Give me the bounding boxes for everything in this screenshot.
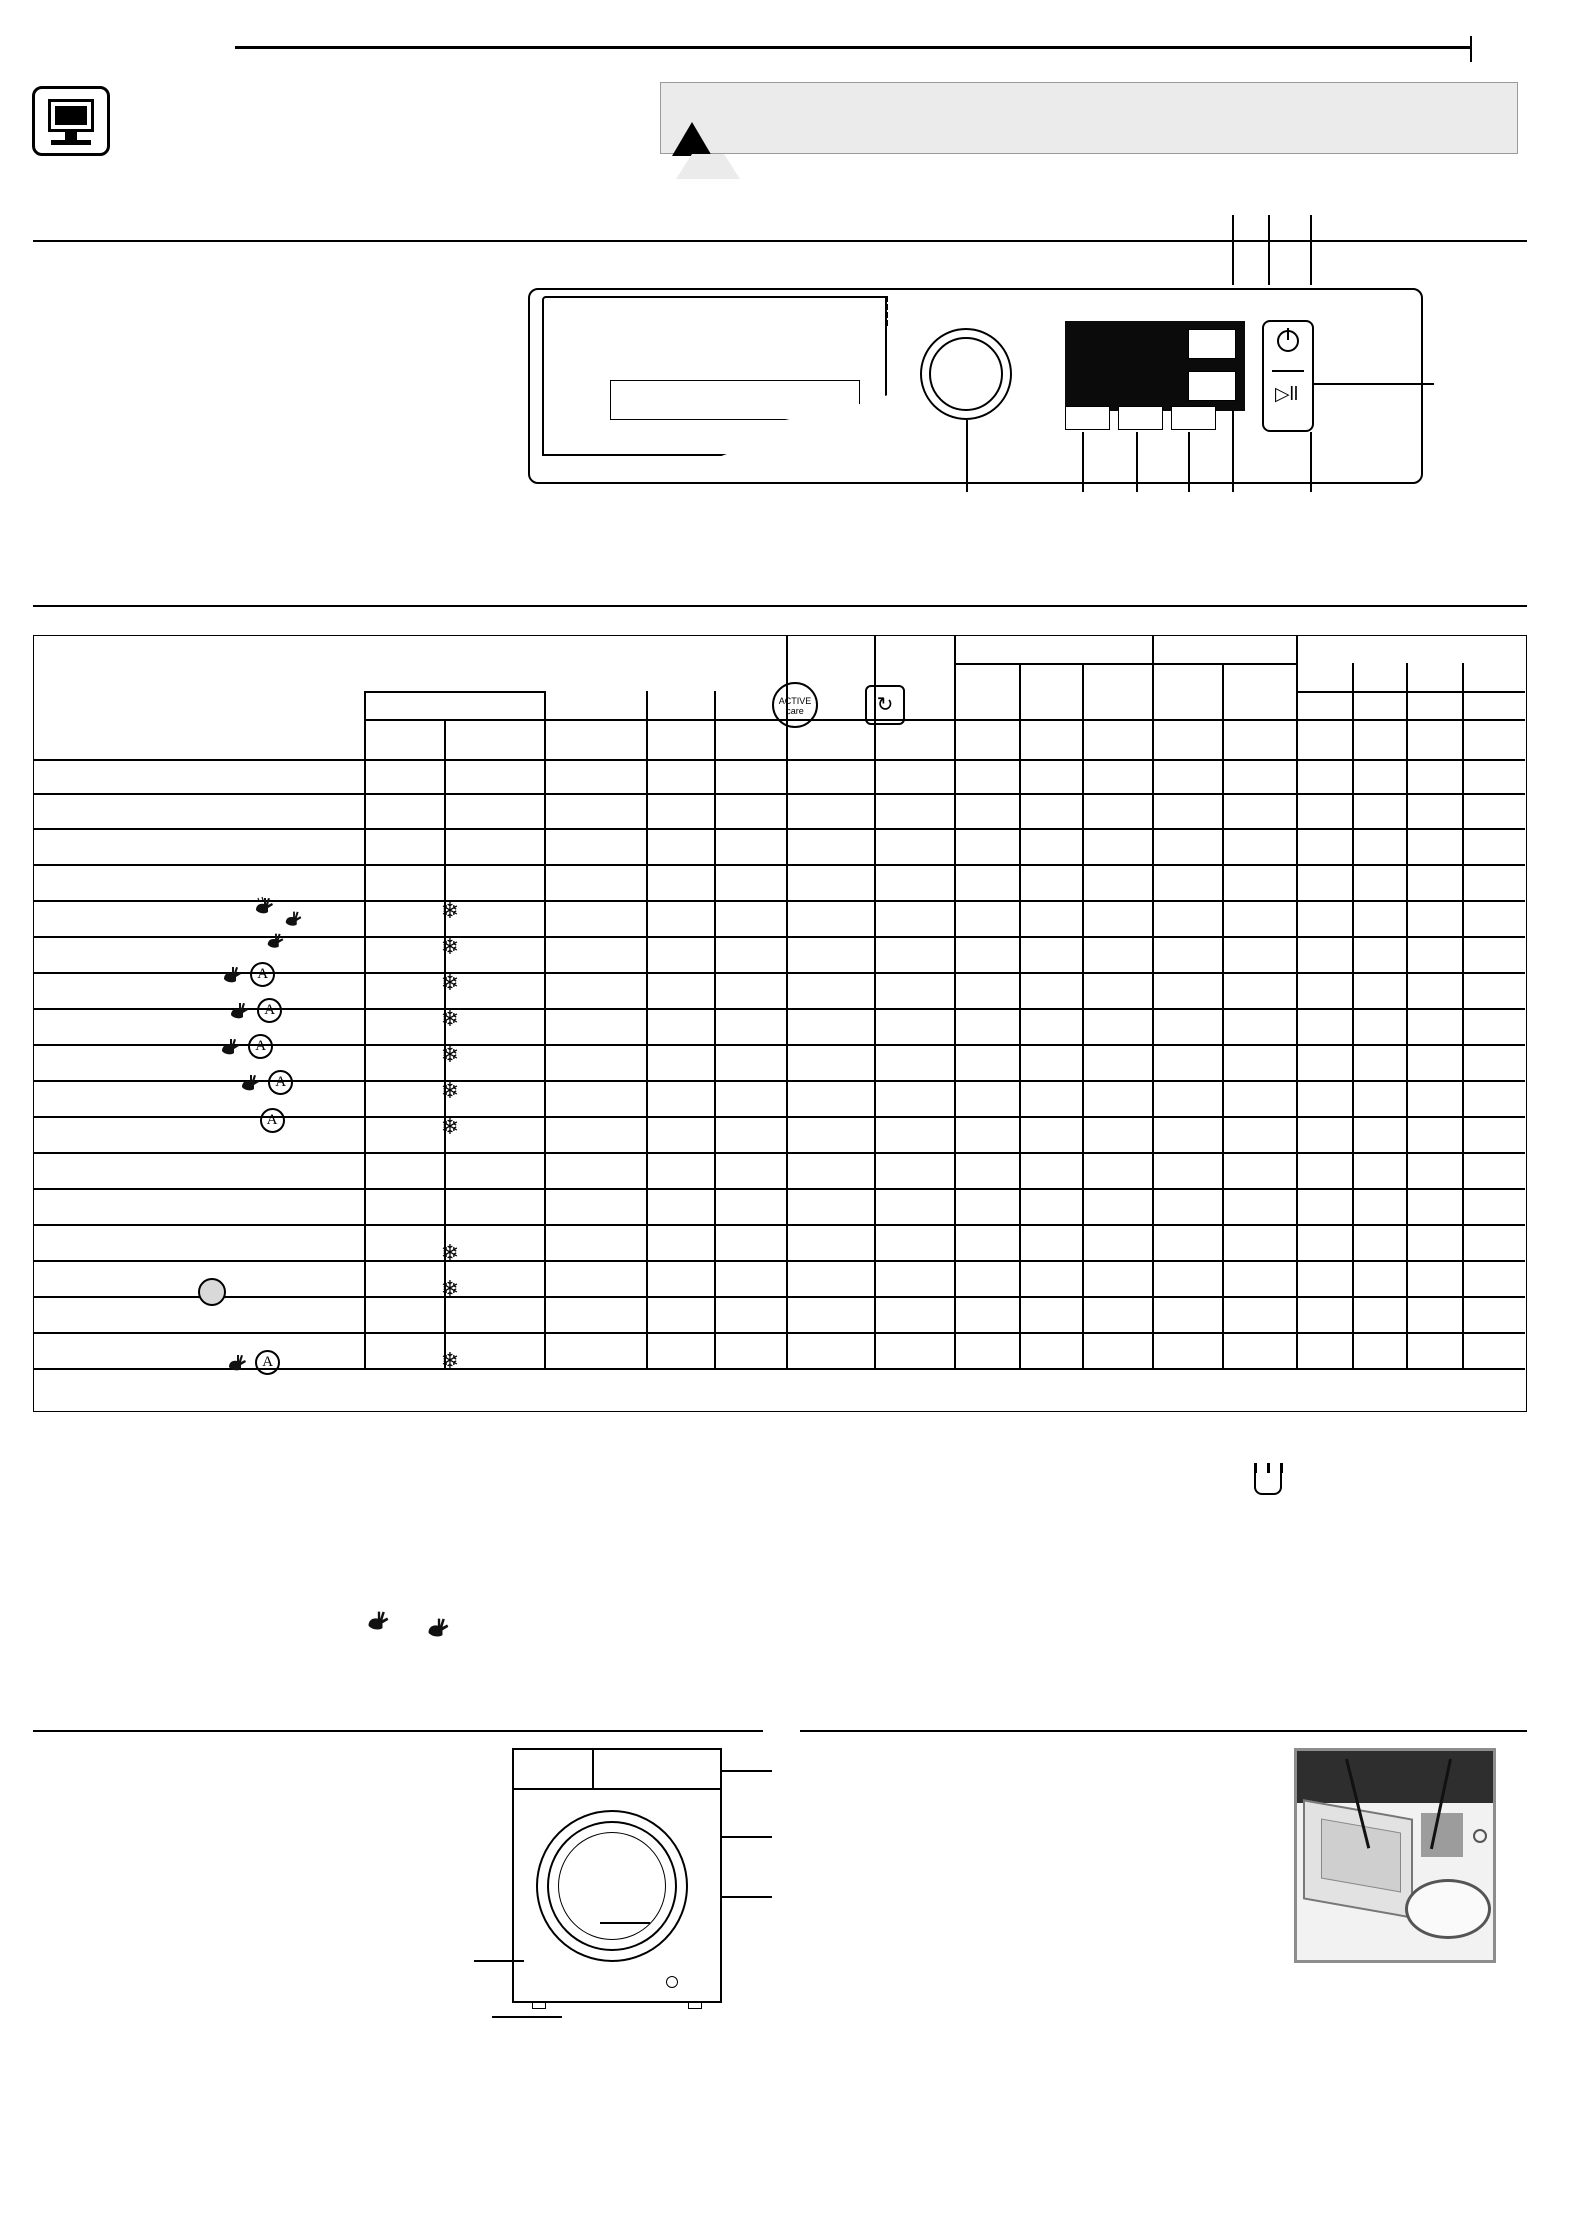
cold-wash-icon: ❄: [440, 1006, 460, 1031]
table-line-v8: [954, 636, 956, 1368]
refresh-cycle-icon: ↻: [865, 685, 905, 725]
option-button-2[interactable]: [1188, 371, 1236, 401]
row-symbol-group-6: [196, 1070, 336, 1095]
table-line-header-b: [1296, 691, 1525, 693]
a-circle-icon: A: [250, 962, 275, 987]
monitor-icon: [32, 86, 110, 156]
table-line-v16: [1462, 663, 1464, 1368]
callout-line-right: [1314, 383, 1434, 385]
monitor-screen: [48, 99, 94, 132]
power-group-divider: [1272, 370, 1304, 372]
footer-symbol-group: [365, 1600, 495, 1660]
table-line-v12: [1222, 663, 1224, 1368]
a-circle-icon: A: [260, 1108, 285, 1133]
row-symbol-group-7: [222, 1108, 322, 1133]
machine-callout-1: [722, 1770, 772, 1772]
row-symbol-group-3: [178, 962, 318, 987]
callout-line-4: [966, 420, 968, 492]
monitor-stand: [65, 132, 77, 140]
cold-wash-icon: ❄: [440, 1276, 460, 1301]
row-symbol-group-14: [178, 1350, 328, 1375]
control-panel-figure: [520, 280, 1420, 495]
table-line-header-c: [954, 759, 1296, 761]
table-line-h1: [34, 759, 1525, 761]
cold-wash-icon: ❄: [440, 970, 460, 995]
callout-line-6: [1136, 432, 1138, 492]
table-line-v1: [364, 691, 366, 1368]
power-button[interactable]: [1277, 330, 1299, 352]
photo-drum: [1405, 1879, 1491, 1939]
callout-line-8: [1232, 410, 1234, 492]
table-line-h13: [34, 1188, 1525, 1190]
photo-drawer: [1303, 1799, 1413, 1918]
table-line-h14: [34, 1224, 1525, 1226]
bottom-rule-left: [33, 1730, 763, 1732]
hand-wash-icon: [265, 930, 289, 954]
cold-wash-icon: ❄: [440, 1042, 460, 1067]
cold-wash-icon: ❄: [440, 934, 460, 959]
monitor-base: [51, 140, 91, 145]
program-selector-knob-inner: [929, 337, 1003, 411]
a-circle-icon: A: [255, 1350, 280, 1375]
table-line-v5: [714, 691, 716, 1368]
start-pause-button[interactable]: ▷ll: [1275, 384, 1299, 405]
active-care-line1: ACTIVE: [778, 696, 812, 706]
top-rule-tick: [1470, 36, 1472, 62]
callout-line-7: [1188, 432, 1190, 492]
machine-filter-access: [666, 1976, 678, 1988]
hand-wash-icon: [228, 999, 252, 1023]
photo-drawer-inner: [1321, 1818, 1401, 1892]
warning-exclamation: !: [689, 139, 694, 155]
section-rule-top: [33, 240, 1527, 242]
row-symbol-group-4: [185, 998, 325, 1023]
callout-line-3: [1310, 215, 1312, 285]
machine-foot-left: [532, 2001, 546, 2009]
active-care-icon: [772, 682, 818, 728]
table-line-h2: [34, 793, 1525, 795]
table-line-v4: [646, 691, 648, 1368]
cold-wash-icon: ❄: [440, 898, 460, 923]
section-rule-mid: [33, 605, 1527, 607]
row-symbol-group-5: [176, 1034, 316, 1059]
photo-handle: [1473, 1829, 1487, 1843]
hand-wash-icon: [365, 1607, 393, 1635]
hand-wash-icon: [283, 908, 307, 932]
hand-wash-icon: [226, 1351, 250, 1375]
table-line-h15: [34, 1260, 1525, 1262]
a-circle-icon: A: [268, 1070, 293, 1095]
table-line-h17: [34, 1332, 1525, 1334]
option-button-1[interactable]: [1188, 329, 1236, 359]
active-care-line2: care: [786, 706, 804, 716]
callout-line-9: [1310, 432, 1312, 492]
detergent-measuring-cup-icon: [1250, 1463, 1286, 1497]
table-line-v9: [1019, 663, 1021, 1368]
callout-line-5: [1082, 432, 1084, 492]
option-button-4[interactable]: [1118, 406, 1163, 430]
control-panel-dashed-corner: [850, 296, 888, 326]
wool-ball-icon: [198, 1278, 226, 1306]
machine-door-inner: [558, 1832, 666, 1940]
table-line-v7: [874, 636, 876, 1368]
cup-body: [1254, 1471, 1282, 1495]
machine-callout-2: [722, 1836, 772, 1838]
top-rule: [235, 46, 1472, 49]
hand-wash-icon: [239, 1071, 263, 1095]
warning-box: [660, 82, 1518, 154]
callout-line-2: [1268, 215, 1270, 285]
hand-wash-icon: [221, 963, 245, 987]
table-line-v14: [1352, 663, 1354, 1368]
cold-wash-icon: ❄: [440, 1348, 460, 1373]
cold-wash-icon: ❄: [440, 1078, 460, 1103]
table-line-h0: [364, 719, 1525, 721]
machine-callout-5: [474, 1960, 524, 1962]
table-line-h3: [34, 828, 1525, 830]
callout-line-1: [1232, 215, 1234, 285]
cold-wash-icon: ❄: [440, 1240, 460, 1265]
table-line-v10: [1082, 663, 1084, 1368]
washing-machine-figure: [512, 1748, 722, 2003]
cold-wash-icon: ❄: [440, 1114, 460, 1139]
table-line-v3: [544, 691, 546, 1368]
machine-callout-3: [722, 1896, 772, 1898]
photo-gray-block: [1421, 1813, 1463, 1857]
machine-control-panel: [514, 1750, 720, 1790]
row-symbol-group-1b: [240, 908, 350, 932]
option-button-5[interactable]: [1171, 406, 1216, 430]
machine-callout-6: [492, 2016, 562, 2018]
table-line-header-d: [364, 691, 544, 693]
machine-foot-right: [688, 2001, 702, 2009]
table-line-v15: [1406, 663, 1408, 1368]
table-line-v6: [786, 636, 788, 1368]
a-circle-icon: A: [257, 998, 282, 1023]
option-button-3[interactable]: [1065, 406, 1110, 430]
table-line-v13: [1296, 636, 1298, 1368]
table-line-v11: [1152, 636, 1154, 1368]
table-line-h12: [34, 1152, 1525, 1154]
hand-wash-icon: [219, 1035, 243, 1059]
bottom-rule-right: [800, 1730, 1527, 1732]
a-circle-icon: A: [248, 1034, 273, 1059]
machine-callout-4: [600, 1922, 650, 1924]
table-line-header-a: [954, 663, 1296, 665]
row-symbol-group-2: [222, 930, 332, 954]
hand-wash-icon: [425, 1614, 453, 1642]
table-line-h4: [34, 864, 1525, 866]
program-table: [33, 635, 1527, 1412]
table-line-h16: [34, 1296, 1525, 1298]
detergent-drawer-photo: [1294, 1748, 1496, 1963]
photo-dark-top: [1297, 1751, 1493, 1803]
machine-drawer-divider: [592, 1750, 594, 1790]
